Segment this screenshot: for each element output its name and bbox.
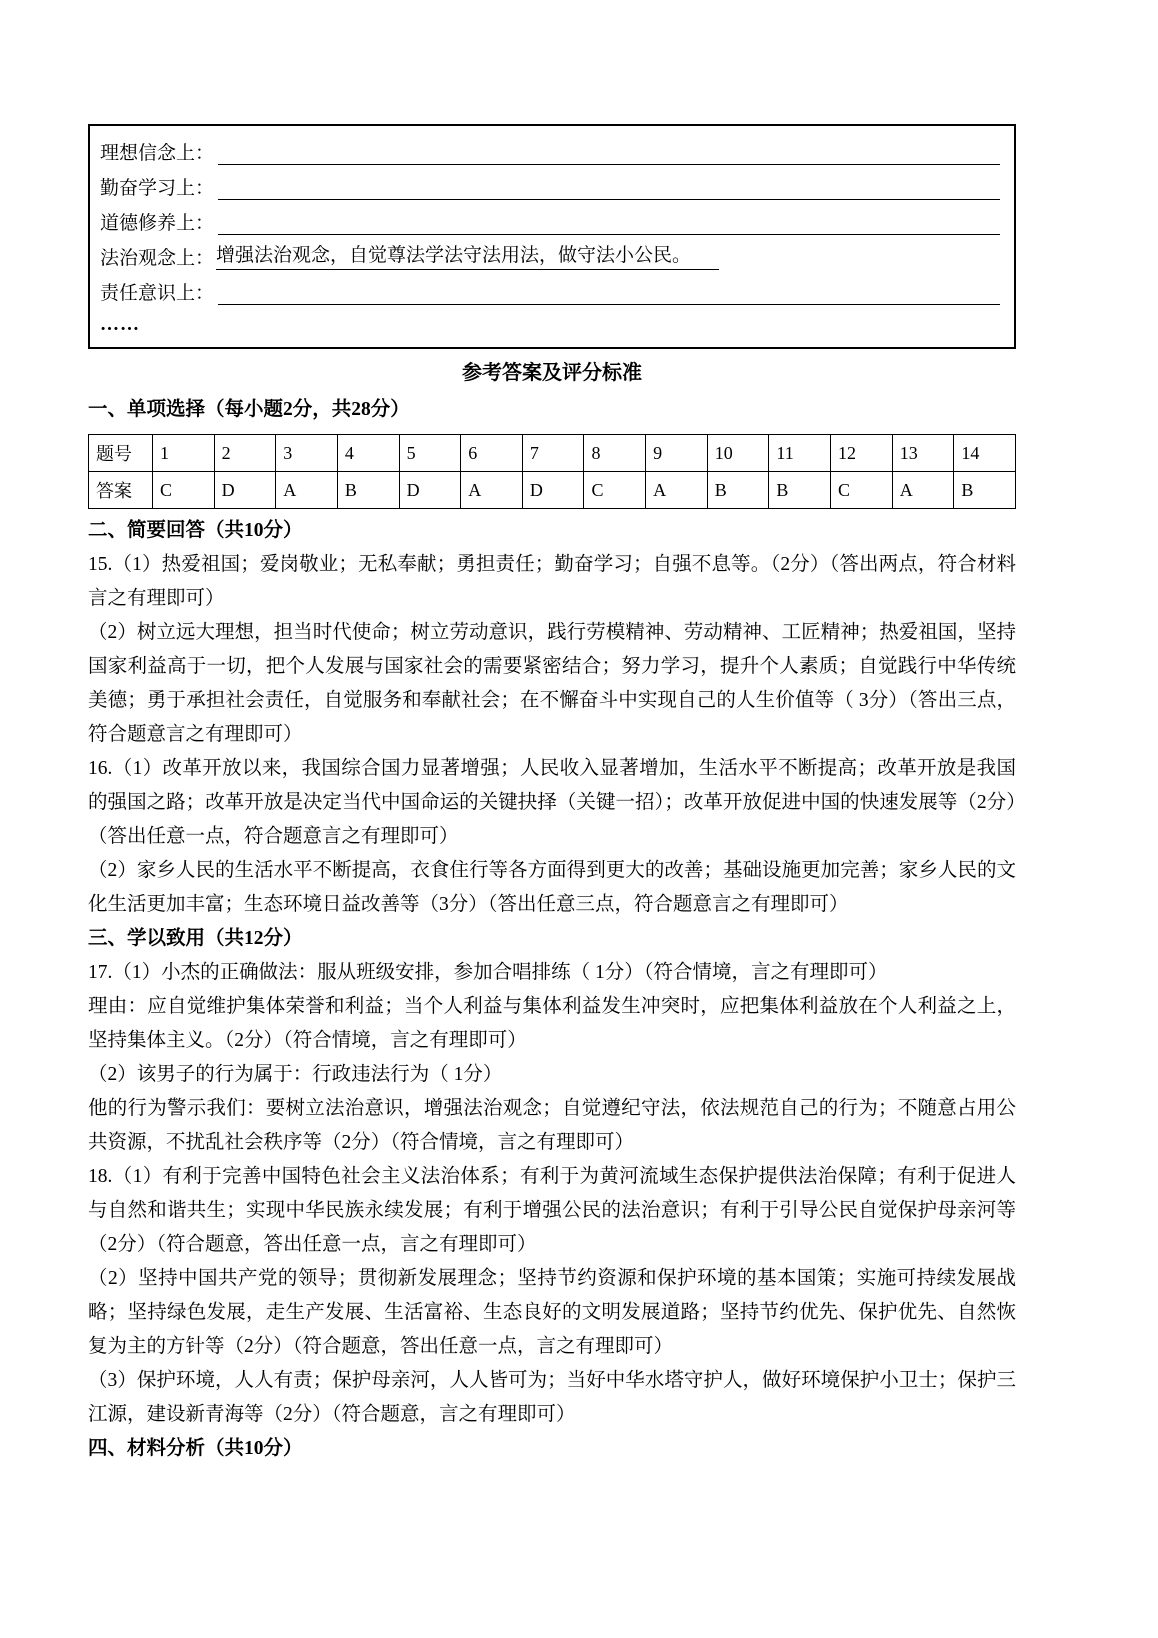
answer-cell: C xyxy=(153,472,215,509)
answer-paragraph: 18.（1）有利于完善中国特色社会主义法治体系；有利于为黄河流域生态保护提供法治保障；有利于促进人与自然和谐共生；实现中华民族永续发展；有利于增强公民的法治意识；有利于引导公民自觉保护母亲河等（2分）（符合题意，答出任意一点，言之有理即可） xyxy=(88,1166,1016,1255)
underline-tail xyxy=(691,259,719,269)
answer-cell: D xyxy=(214,472,276,509)
table-row-question-numbers xyxy=(89,435,1016,472)
question-number: 4 xyxy=(337,435,399,472)
answer-cell: B xyxy=(954,472,1016,509)
table-row-answers xyxy=(89,472,1016,509)
blank-row-study xyxy=(100,169,1002,204)
question-number: 13 xyxy=(892,435,954,472)
blank-row-rule-of-law xyxy=(100,239,1002,274)
answer-paragraph: （3）保护环境，人人有责；保护母亲河，人人皆可为；当好中华水塔守护人，做好环境保护小卫士；保护三江源，建设新青海等（2分）（符合题意，言之有理即可） xyxy=(88,1370,1016,1425)
answer-paragraph: （2）树立远大理想，担当时代使命；树立劳动意识，践行劳模精神、劳动精神、工匠精神；热爱祖国，坚持国家利益高于一切，把个人发展与国家社会的需要紧密结合；努力学习，提升个人素质；自觉践行中华传统美德；勇于承担社会责任，自觉服务和奉献社会；在不懈奋斗中实现自己的人生价值等（ 3分）（答出三点，符合题意言之有理即可） xyxy=(88,622,1016,745)
answer-paragraph: 16.（1）改革开放以来，我国综合国力显著增强；人民收入显著增加，生活水平不断提高；改革开放是我国的强国之路；改革开放是决定当代中国命运的关键抉择（关键一招）；改革开放促进中国的快速发展等（2分）（答出任意一点，符合题意言之有理即可） xyxy=(88,758,1016,847)
answer-paragraph: （2）坚持中国共产党的领导；贯彻新发展理念；坚持节约资源和保护环境的基本国策；实施可持续发展战略；坚持绿色发展，走生产发展、生活富裕、生态良好的文明发展道路；坚持节约优先、保护优先、自然恢复为主的方针等（2分）（符合题意，答出任意一点，言之有理即可） xyxy=(88,1268,1016,1357)
question-number: 2 xyxy=(214,435,276,472)
question-number: 9 xyxy=(646,435,708,472)
blank-row-ideals xyxy=(100,134,1002,169)
answer-cell: B xyxy=(769,472,831,509)
blank-label: 理想信念上： xyxy=(100,143,215,164)
question-number: 10 xyxy=(707,435,769,472)
answer-paragraph: 15.（1）热爱祖国；爱岗敬业；无私奉献；勇担责任；勤奋学习；自强不息等。（2分）（答出两点，符合材料言之有理即可） xyxy=(88,554,1016,609)
page-title: 参考答案及评分标准 xyxy=(462,362,642,384)
blank-label: 责任意识上： xyxy=(100,283,215,304)
blank-row-morality xyxy=(100,204,1002,239)
section-heading-4: 四、材料分析（共10分） xyxy=(88,1438,303,1459)
blank-label: 道德修养上： xyxy=(100,213,215,234)
answer-cell: D xyxy=(522,472,584,509)
answer-cell: A xyxy=(646,472,708,509)
blank-underline xyxy=(218,138,1000,165)
answer-cell: B xyxy=(337,472,399,509)
blank-underline xyxy=(218,208,1000,235)
answer-cell: A xyxy=(461,472,523,509)
section-heading-2: 二、简要回答（共10分） xyxy=(88,520,303,541)
question-number: 6 xyxy=(461,435,523,472)
answer-cell: A xyxy=(276,472,338,509)
section-heading-1: 一、单项选择（每小题2分，共28分） xyxy=(88,399,410,420)
filled-answer-underlined xyxy=(216,242,719,270)
answer-cell: C xyxy=(584,472,646,509)
question-number: 3 xyxy=(276,435,338,472)
answer-cell: B xyxy=(707,472,769,509)
blank-underline xyxy=(218,173,1000,200)
blank-underline xyxy=(218,278,1000,305)
answer-paragraph: （2）该男子的行为属于：行政违法行为（ 1分） xyxy=(88,1064,503,1085)
answer-cell: A xyxy=(892,472,954,509)
blank-row-responsibility xyxy=(100,274,1002,309)
blank-label: 勤奋学习上： xyxy=(100,178,215,199)
question-number: 7 xyxy=(522,435,584,472)
answer-paragraph: 他的行为警示我们：要树立法治意识，增强法治观念；自觉遵纪守法，依法规范自己的行为；不随意占用公共资源，不扰乱社会秩序等（2分）（符合情境，言之有理即可） xyxy=(88,1098,1016,1153)
row-header-answer: 答案 xyxy=(89,472,153,509)
answer-paragraph: 17.（1）小杰的正确做法：服从班级安排，参加合唱排练（ 1分）（符合情境，言之有理即可） xyxy=(88,962,888,983)
row-header-question: 题号 xyxy=(89,435,153,472)
question-number: 1 xyxy=(153,435,215,472)
answer-paragraph: （2）家乡人民的生活水平不断提高，衣食住行等各方面得到更大的改善；基础设施更加完善；家乡人民的文化生活更加丰富；生态环境日益改善等（3分）（答出任意三点，符合题意言之有理即可） xyxy=(88,860,1016,915)
answer-cell: D xyxy=(399,472,461,509)
fill-in-answer-box xyxy=(88,124,1016,349)
question-number: 12 xyxy=(831,435,893,472)
blank-label: 法治观念上： xyxy=(100,248,215,269)
answer-paragraph: 理由：应自觉维护集体荣誉和利益；当个人利益与集体利益发生冲突时，应把集体利益放在个人利益之上，坚持集体主义。（2分）（符合情境，言之有理即可） xyxy=(88,996,1016,1051)
question-number: 11 xyxy=(769,435,831,472)
document-content xyxy=(88,124,1016,1466)
section-heading-3: 三、学以致用（共12分） xyxy=(88,928,303,949)
question-number: 5 xyxy=(399,435,461,472)
ellipsis-text: …… xyxy=(100,314,140,335)
multiple-choice-answer-table xyxy=(88,434,1016,509)
answer-cell: C xyxy=(831,472,893,509)
question-number: 8 xyxy=(584,435,646,472)
question-number: 14 xyxy=(954,435,1016,472)
filled-answer-text: 增强法治观念，自觉尊法学法守法用法，做守法小公民。 xyxy=(216,245,692,266)
